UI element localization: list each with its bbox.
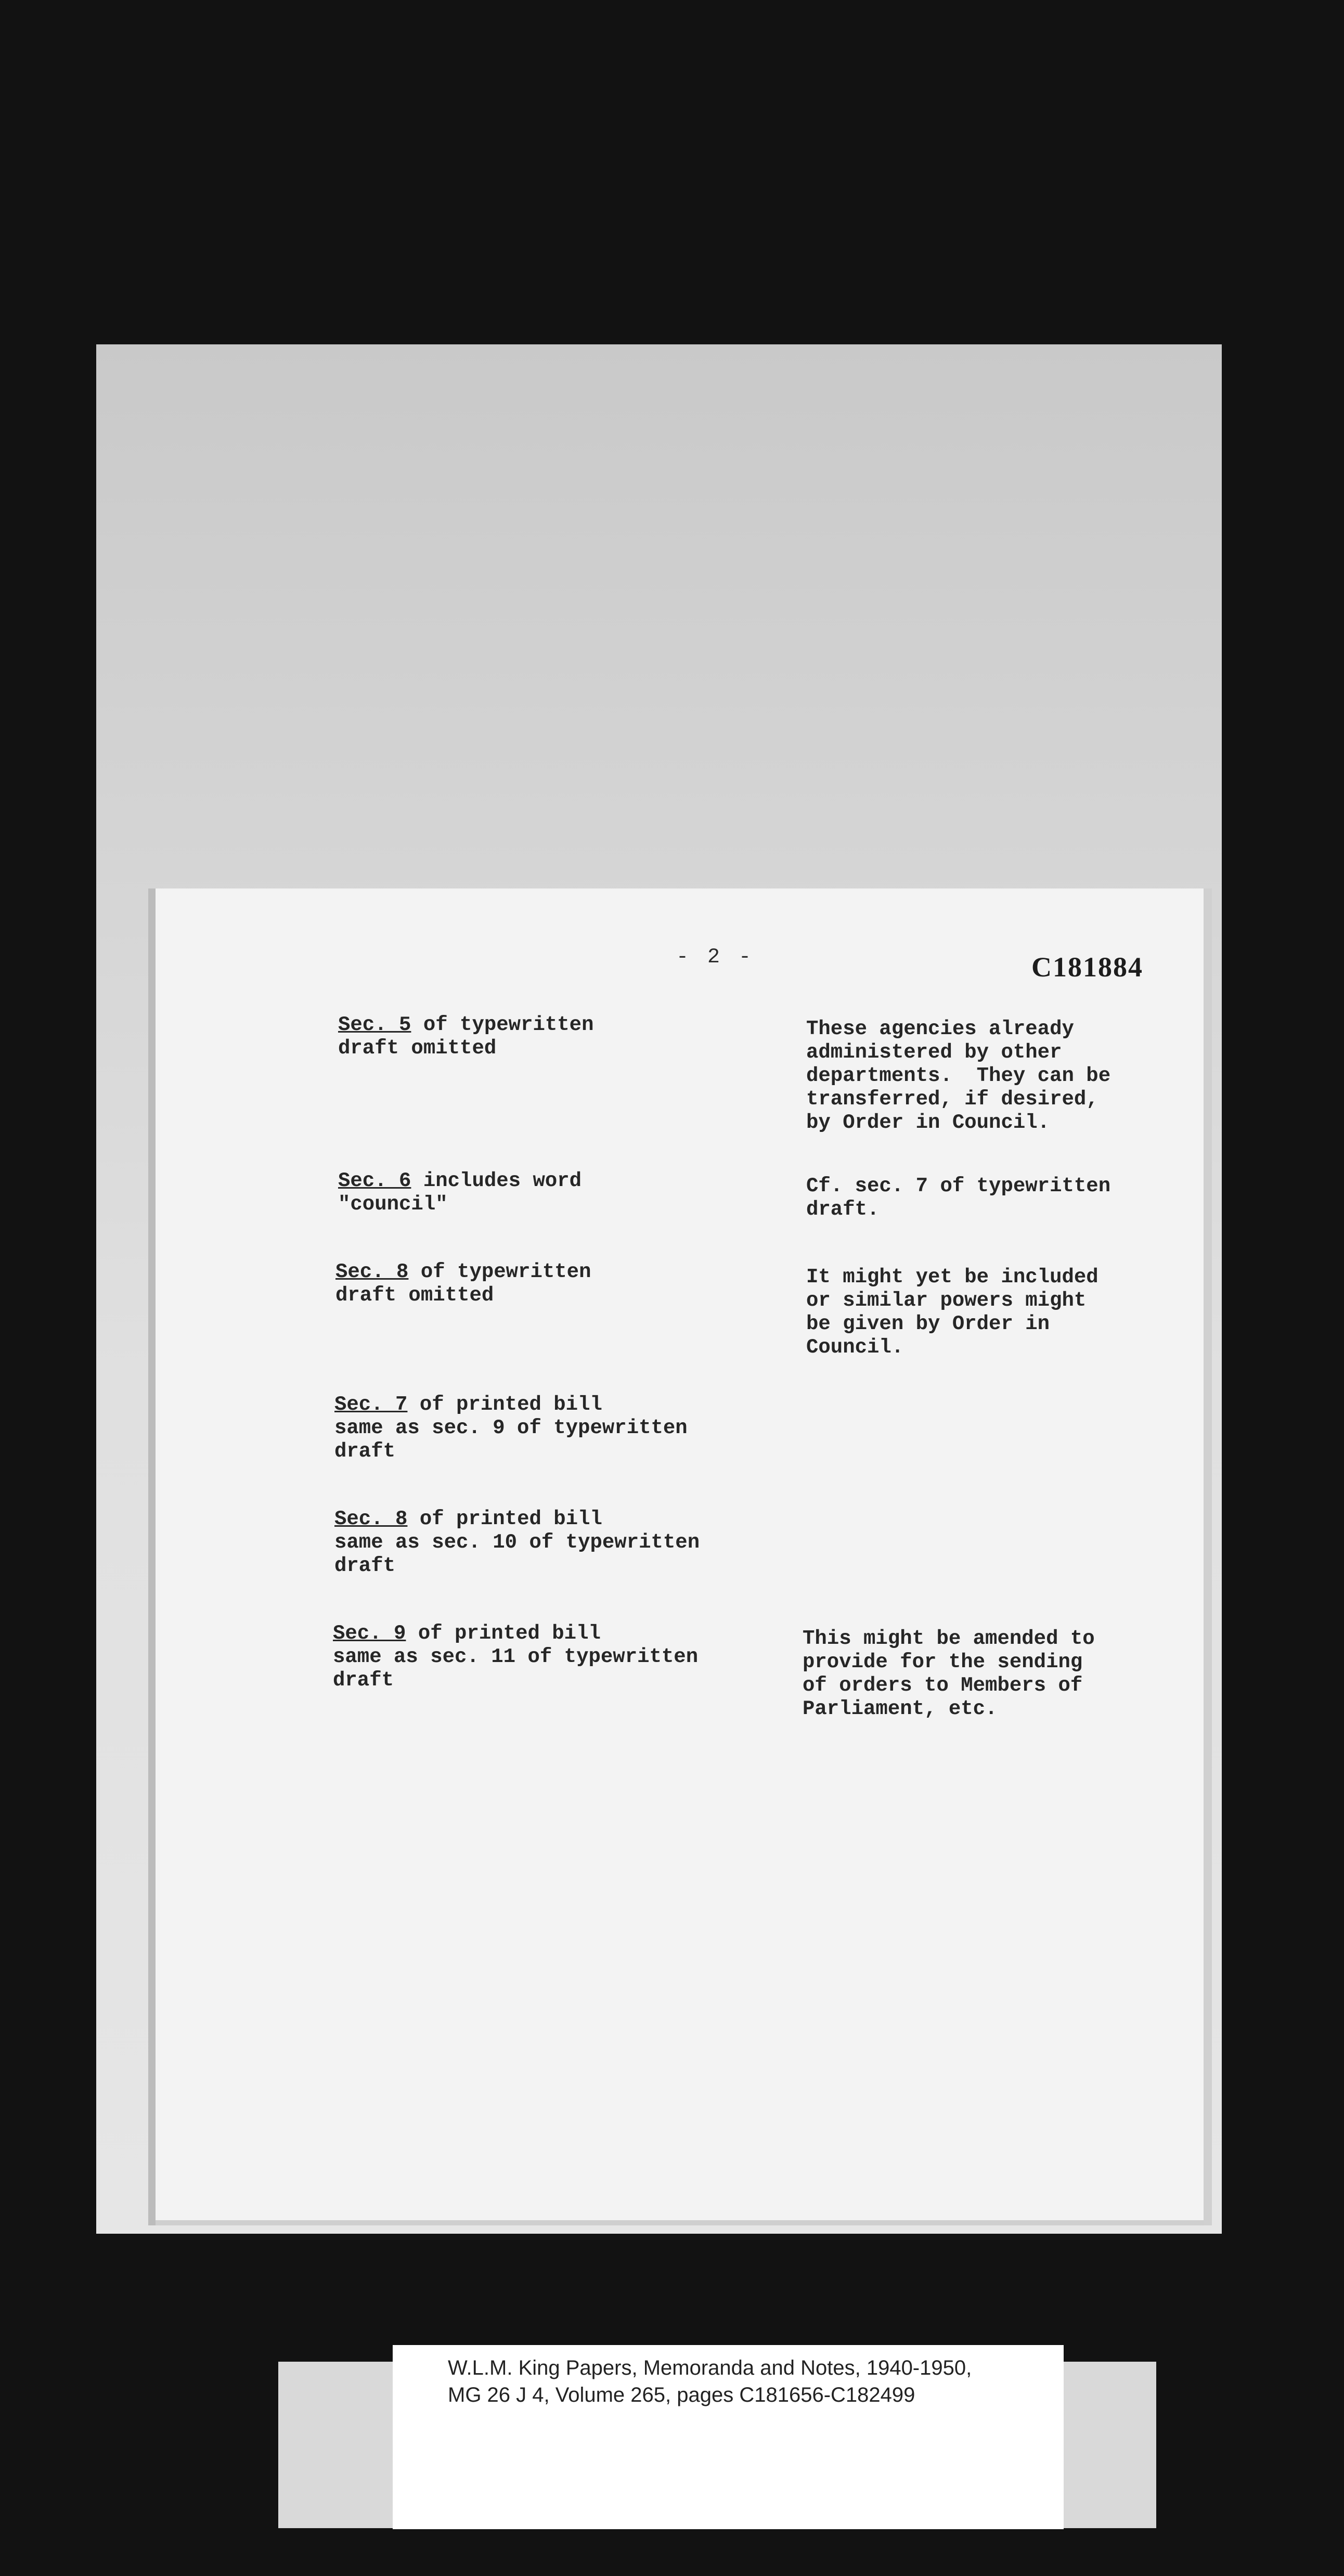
archive-reference-label: [393, 2345, 1064, 2529]
page-number: - 2 -: [676, 946, 755, 969]
entry-left-4: Sec. 7 of printed bill same as sec. 9 of typewritten draft: [334, 1393, 688, 1463]
document-id: C181884: [1031, 951, 1143, 983]
entry-left-6: Sec. 9 of printed bill same as sec. 11 of typewritten draft: [333, 1622, 699, 1692]
reference-line-2: MG 26 J 4, Volume 265, pages C181656-C182499: [448, 2384, 915, 2406]
entry-left-3: Sec. 8 of typewritten draft omitted: [335, 1260, 591, 1307]
archive-reference-text: [448, 2354, 972, 2408]
entry-left-2: Sec. 6 includes word "council": [338, 1169, 582, 1216]
entry-right-6: This might be amended to provide for the sending of orders to Members of Parliament, etc.: [803, 1627, 1095, 1720]
document-page: [148, 888, 1212, 2225]
entry-left-5: Sec. 8 of printed bill same as sec. 10 of typewritten draft: [334, 1508, 700, 1577]
entry-right-2: Cf. sec. 7 of typewritten draft.: [806, 1175, 1111, 1221]
reference-line-1: W.L.M. King Papers, Memoranda and Notes, 1940-1950,: [448, 2356, 972, 2379]
entry-right-3: It might yet be included or similar powers might be given by Order in Council.: [806, 1266, 1099, 1359]
entry-left-1: Sec. 5 of typewritten draft omitted: [338, 1013, 594, 1060]
entry-right-1: These agencies already administered by other departments. They can be transferred, if desired, by Order in Council.: [806, 1017, 1111, 1134]
